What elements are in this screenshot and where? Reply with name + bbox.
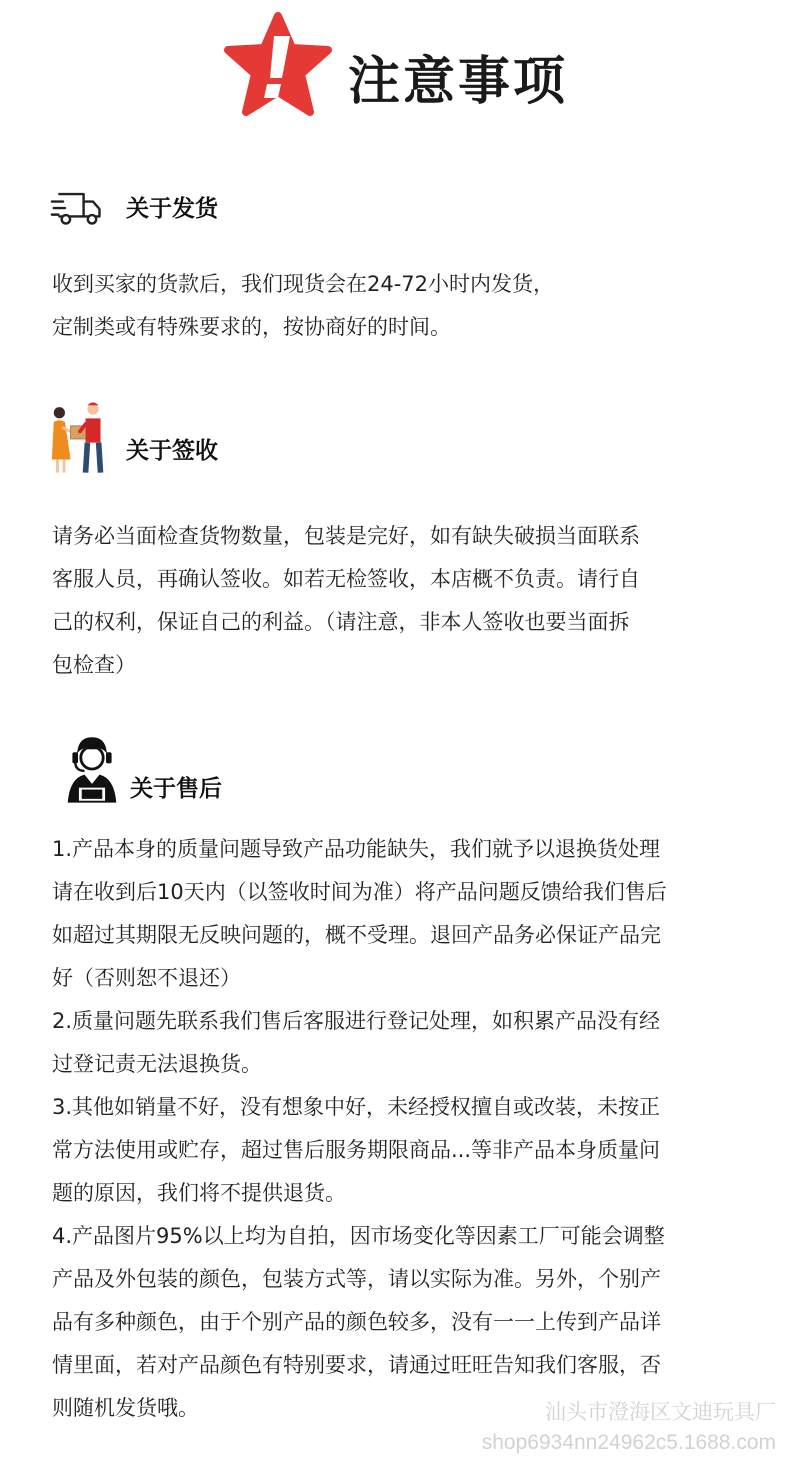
watermark-company: 汕头市澄海区文迪玩具厂 <box>545 1401 776 1424</box>
text-line: 如超过其期限无反映问题的，概不受理。退回产品务必保证产品完 <box>52 923 661 947</box>
section-shipping-header <box>50 180 350 270</box>
text-line: 题的原因，我们将不提供退货。 <box>52 1181 346 1205</box>
text-line: 好（否则恕不退还） <box>52 966 241 990</box>
section-shipping-text <box>52 263 774 349</box>
notice-header <box>0 0 800 140</box>
text-line: 3.其他如销量不好，没有想象中好，未经授权擅自或改装，未按正 <box>52 1095 661 1119</box>
section-receipt-header <box>50 398 350 484</box>
text-line: 定制类或有特殊要求的，按协商好的时间。 <box>52 315 451 339</box>
text-line: 请务必当面检查货物数量，包装是完好，如有缺失破损当面联系 <box>52 524 640 548</box>
text-line: 请在收到后10天内（以签收时间为准）将产品问题反馈给我们售后 <box>52 880 667 904</box>
courier-handover-icon <box>50 398 108 478</box>
text-line: 收到买家的货款后，我们现货会在24-72小时内发货， <box>52 272 555 296</box>
exclamation-star-icon <box>222 12 334 120</box>
text-line: 则随机发货哦。 <box>52 1396 199 1420</box>
text-line: 客服人员，再确认签收。如若无检签收，本店概不负责。请行自 <box>52 567 640 591</box>
text-line: 1.产品本身的质量问题导致产品功能缺失，我们就予以退换货处理 <box>52 837 661 861</box>
text-line: 2.质量问题先联系我们售后客服进行登记处理，如积累产品没有经 <box>52 1009 661 1033</box>
section-receipt-text <box>52 515 774 687</box>
text-line: 产品及外包装的颜色，包装方式等，请以实际为准。另外，个别产 <box>52 1267 661 1291</box>
text-line: 品有多种颜色，由于个别产品的颜色较多，没有一一上传到产品详 <box>52 1310 661 1334</box>
section-shipping-title: 关于发货 <box>126 196 218 222</box>
page-title: 注意事项 <box>348 52 569 112</box>
delivery-truck-icon <box>50 188 106 230</box>
text-line: 4.产品图片95%以上均为自拍，因市场变化等因素工厂可能会调整 <box>52 1224 665 1248</box>
text-line: 常方法使用或贮存，超过售后服务期限商品...等非产品本身质量问 <box>52 1138 661 1162</box>
section-after-sales-text <box>52 828 782 1430</box>
customer-service-agent-icon <box>64 730 120 808</box>
text-line: 包检查） <box>52 653 136 677</box>
text-line: 己的权利，保证自己的利益。（请注意，非本人签收也要当面拆 <box>52 610 630 634</box>
section-after-sales-title: 关于售后 <box>130 776 222 802</box>
section-after-sales-header <box>50 730 350 816</box>
section-receipt-title: 关于签收 <box>126 438 218 464</box>
text-line: 情里面，若对产品颜色有特别要求，请通过旺旺告知我们客服，否 <box>52 1353 661 1377</box>
text-line: 过登记责无法退换货。 <box>52 1052 262 1076</box>
watermark-shop-url: shop6934nn24962c5.1688.com <box>481 1431 776 1454</box>
